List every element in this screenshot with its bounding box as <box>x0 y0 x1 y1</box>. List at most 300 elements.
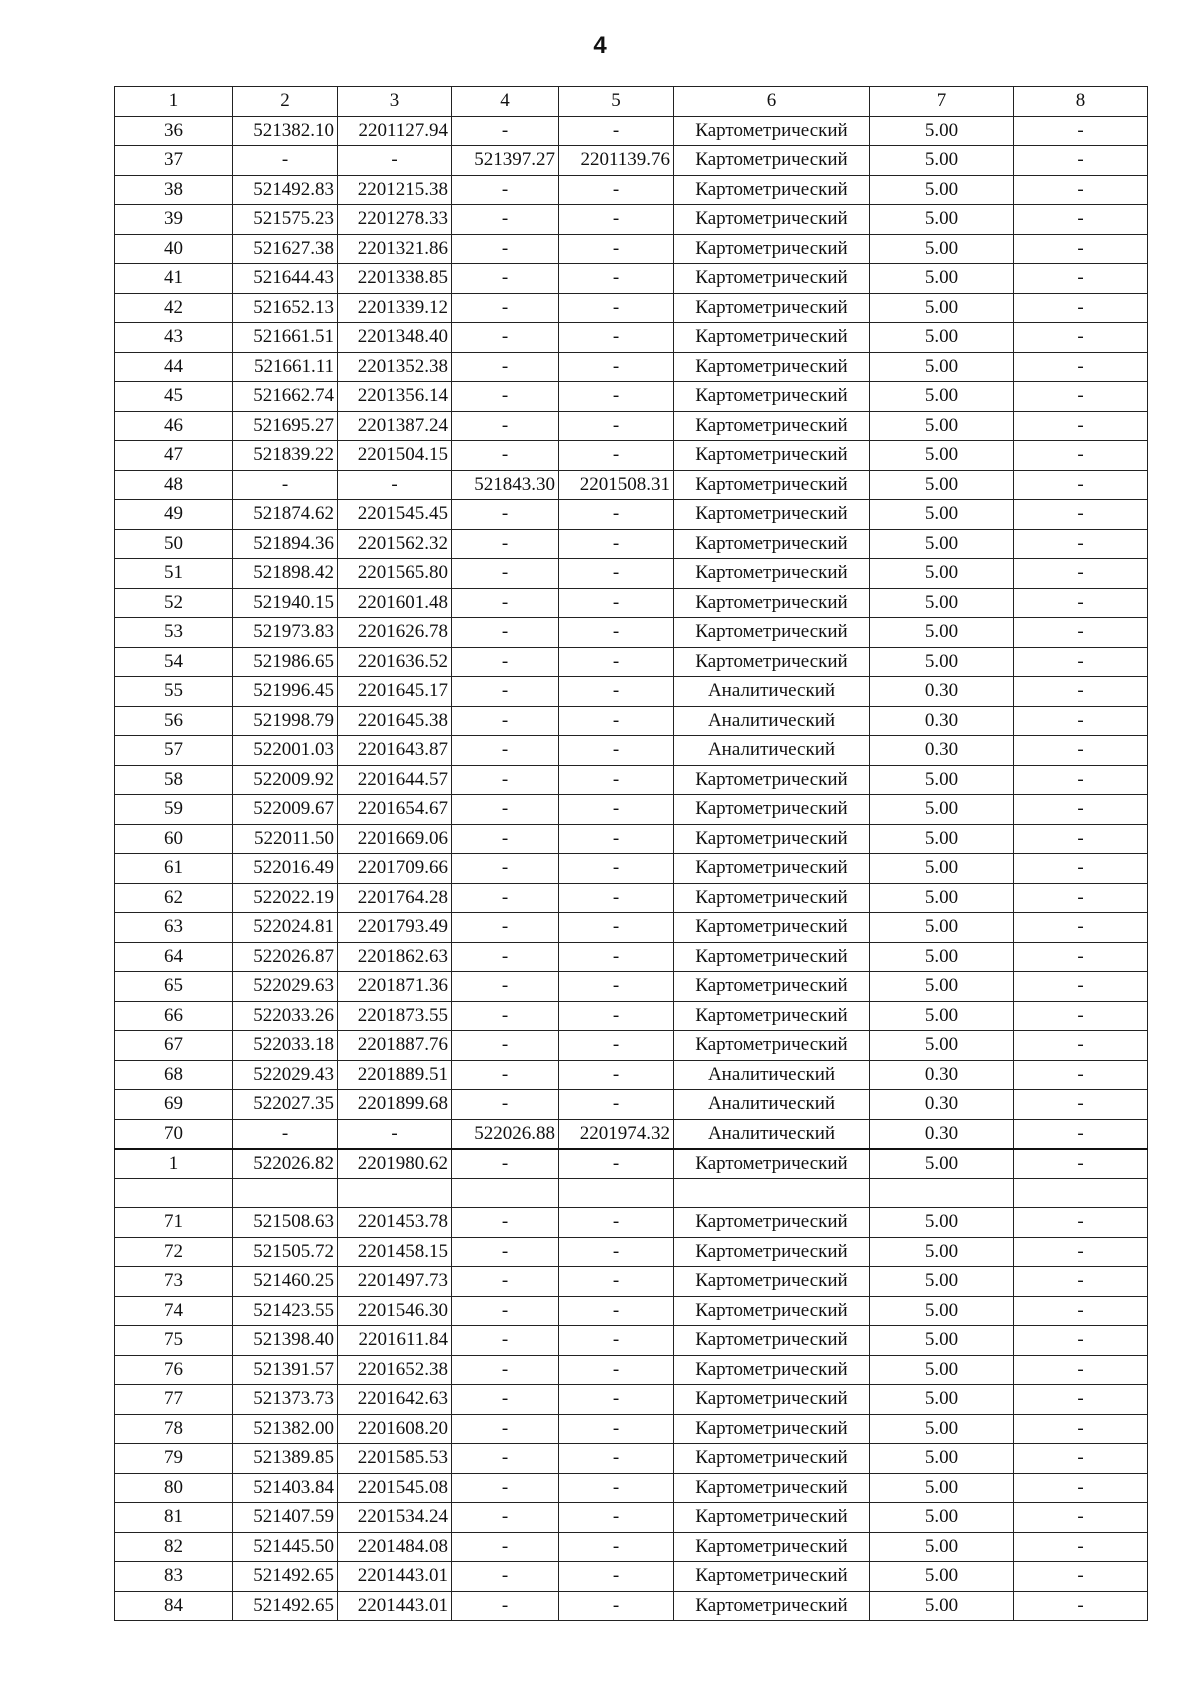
table-cell: 521986.65 <box>233 647 338 677</box>
table-row <box>115 942 1148 972</box>
column-header: 5 <box>559 87 674 117</box>
table-cell: - <box>1014 205 1148 235</box>
table-cell: - <box>1014 913 1148 943</box>
table-cell: - <box>1014 972 1148 1002</box>
table-cell: 77 <box>115 1385 233 1415</box>
table-cell: - <box>452 618 559 648</box>
table-cell: 2201504.15 <box>338 441 452 471</box>
table-cell: 2201899.68 <box>338 1090 452 1120</box>
table-cell: - <box>1014 234 1148 264</box>
table-cell: - <box>452 942 559 972</box>
table-cell: - <box>452 1532 559 1562</box>
table-row <box>115 1473 1148 1503</box>
table-cell: 5.00 <box>870 1208 1014 1238</box>
table-cell: 2201585.53 <box>338 1444 452 1474</box>
column-header: 7 <box>870 87 1014 117</box>
table-cell: - <box>1014 1267 1148 1297</box>
table-cell: - <box>452 1473 559 1503</box>
table-row <box>115 913 1148 943</box>
table-cell: Картометрический <box>674 116 870 146</box>
table-cell: 5.00 <box>870 382 1014 412</box>
table-cell: 521382.00 <box>233 1414 338 1444</box>
table-cell: - <box>452 116 559 146</box>
table-cell: - <box>1014 588 1148 618</box>
table-row <box>115 293 1148 323</box>
table-row <box>115 1326 1148 1356</box>
table-cell: 521695.27 <box>233 411 338 441</box>
table-row <box>115 323 1148 353</box>
table-cell: - <box>1014 883 1148 913</box>
table-row <box>115 1444 1148 1474</box>
table-cell: Картометрический <box>674 323 870 353</box>
table-cell: - <box>1014 795 1148 825</box>
table-row <box>115 1355 1148 1385</box>
column-header: 6 <box>674 87 870 117</box>
table-cell: - <box>1014 1060 1148 1090</box>
table-cell: - <box>559 1532 674 1562</box>
table-cell: - <box>559 824 674 854</box>
table-cell: - <box>452 1001 559 1031</box>
table-row <box>115 1149 1148 1179</box>
table-cell: Картометрический <box>674 795 870 825</box>
table-cell: - <box>233 470 338 500</box>
table-cell: 2201508.31 <box>559 470 674 500</box>
table-cell: - <box>559 1355 674 1385</box>
table-cell: - <box>1014 1355 1148 1385</box>
table-cell: - <box>1014 942 1148 972</box>
table-cell: - <box>452 234 559 264</box>
table-cell: 2201139.76 <box>559 146 674 176</box>
table-cell: 2201974.32 <box>559 1119 674 1149</box>
table-cell: Картометрический <box>674 1444 870 1474</box>
table-cell: - <box>452 736 559 766</box>
table-cell: 521460.25 <box>233 1267 338 1297</box>
table-cell: 5.00 <box>870 1296 1014 1326</box>
table-cell: - <box>559 264 674 294</box>
table-cell: - <box>559 175 674 205</box>
table-cell: 1 <box>115 1149 233 1179</box>
table-cell: 5.00 <box>870 618 1014 648</box>
table-cell: - <box>452 1267 559 1297</box>
column-header: 2 <box>233 87 338 117</box>
table-row <box>115 1208 1148 1238</box>
column-header: 1 <box>115 87 233 117</box>
table-cell: - <box>452 854 559 884</box>
table-row <box>115 234 1148 264</box>
table-cell: - <box>559 1031 674 1061</box>
table-cell: - <box>1014 441 1148 471</box>
table-cell: - <box>1014 1296 1148 1326</box>
table-cell: - <box>559 441 674 471</box>
table-cell: 521627.38 <box>233 234 338 264</box>
table-cell: - <box>452 175 559 205</box>
table-row <box>115 1503 1148 1533</box>
table-cell: - <box>452 913 559 943</box>
table-cell: 0.30 <box>870 706 1014 736</box>
table-cell <box>115 1178 233 1208</box>
table-cell: 5.00 <box>870 116 1014 146</box>
table-cell: 521492.65 <box>233 1562 338 1592</box>
table-cell: - <box>1014 1444 1148 1474</box>
table-cell: Картометрический <box>674 1473 870 1503</box>
table-cell: - <box>559 1562 674 1592</box>
table-cell: - <box>1014 293 1148 323</box>
table-cell: 521644.43 <box>233 264 338 294</box>
table-cell: 521661.11 <box>233 352 338 382</box>
table-cell: Картометрический <box>674 352 870 382</box>
table-cell: 2201887.76 <box>338 1031 452 1061</box>
table-cell: Картометрический <box>674 1503 870 1533</box>
table-cell: - <box>1014 765 1148 795</box>
table-cell: 36 <box>115 116 233 146</box>
table-cell: - <box>452 411 559 441</box>
table-cell: - <box>559 1414 674 1444</box>
table-cell: 5.00 <box>870 1001 1014 1031</box>
table-cell: 2201643.87 <box>338 736 452 766</box>
table-cell: - <box>233 146 338 176</box>
table-cell: - <box>559 706 674 736</box>
table-cell: Картометрический <box>674 1591 870 1621</box>
table-cell: 2201642.63 <box>338 1385 452 1415</box>
table-cell: 5.00 <box>870 795 1014 825</box>
table-row <box>115 1591 1148 1621</box>
table-cell: Картометрический <box>674 1149 870 1179</box>
table-cell: 522033.26 <box>233 1001 338 1031</box>
table-cell: 521973.83 <box>233 618 338 648</box>
table-cell: 5.00 <box>870 264 1014 294</box>
table-cell: 521403.84 <box>233 1473 338 1503</box>
table-cell: - <box>452 1060 559 1090</box>
table-cell: 522027.35 <box>233 1090 338 1120</box>
table-cell: 2201352.38 <box>338 352 452 382</box>
table-cell: Картометрический <box>674 1532 870 1562</box>
table-cell: - <box>452 352 559 382</box>
table-row <box>115 824 1148 854</box>
table-cell: - <box>452 588 559 618</box>
table-cell: - <box>1014 1208 1148 1238</box>
table-row <box>115 765 1148 795</box>
table-cell: Аналитический <box>674 706 870 736</box>
table-cell: Аналитический <box>674 1119 870 1149</box>
table-cell: 5.00 <box>870 1444 1014 1474</box>
table-cell: - <box>452 1149 559 1179</box>
table-cell: 5.00 <box>870 1562 1014 1592</box>
table-cell: - <box>559 234 674 264</box>
table-cell: - <box>559 1237 674 1267</box>
table-cell: 48 <box>115 470 233 500</box>
table-cell: 5.00 <box>870 352 1014 382</box>
table-cell: - <box>1014 1001 1148 1031</box>
table-cell: - <box>559 1591 674 1621</box>
table-cell: Картометрический <box>674 205 870 235</box>
table-cell: 2201339.12 <box>338 293 452 323</box>
table-cell <box>674 1178 870 1208</box>
table-cell: 5.00 <box>870 175 1014 205</box>
table-cell: 5.00 <box>870 1385 1014 1415</box>
table-cell: - <box>452 795 559 825</box>
table-cell: 521662.74 <box>233 382 338 412</box>
table-row <box>115 1060 1148 1090</box>
table-cell: 5.00 <box>870 1503 1014 1533</box>
table-cell: 522026.82 <box>233 1149 338 1179</box>
table-cell: - <box>1014 470 1148 500</box>
table-cell: 2201534.24 <box>338 1503 452 1533</box>
table-cell: - <box>1014 736 1148 766</box>
table-cell: - <box>559 205 674 235</box>
table-cell: Картометрический <box>674 264 870 294</box>
table-cell: - <box>559 1149 674 1179</box>
table-cell: 65 <box>115 972 233 1002</box>
table-cell: 5.00 <box>870 1031 1014 1061</box>
table-cell: 5.00 <box>870 1237 1014 1267</box>
table-cell: 2201338.85 <box>338 264 452 294</box>
table-cell: 74 <box>115 1296 233 1326</box>
table-cell: - <box>452 293 559 323</box>
table-cell: Картометрический <box>674 1296 870 1326</box>
table-cell: 521508.63 <box>233 1208 338 1238</box>
table-cell: 68 <box>115 1060 233 1090</box>
table-row <box>115 116 1148 146</box>
table-cell: - <box>1014 647 1148 677</box>
table-cell: 61 <box>115 854 233 884</box>
table-cell: 5.00 <box>870 765 1014 795</box>
column-header: 8 <box>1014 87 1148 117</box>
table-row <box>115 264 1148 294</box>
table-cell: 38 <box>115 175 233 205</box>
table-cell: 5.00 <box>870 293 1014 323</box>
table-cell: 82 <box>115 1532 233 1562</box>
table-cell: Картометрический <box>674 1414 870 1444</box>
table-cell: 2201443.01 <box>338 1591 452 1621</box>
table-cell: Картометрический <box>674 175 870 205</box>
table-cell: 5.00 <box>870 411 1014 441</box>
table-cell: 521397.27 <box>452 146 559 176</box>
table-cell: 5.00 <box>870 1414 1014 1444</box>
table-cell: Картометрический <box>674 647 870 677</box>
table-cell: Картометрический <box>674 559 870 589</box>
table-cell: 83 <box>115 1562 233 1592</box>
table-cell: - <box>452 1444 559 1474</box>
table-cell: 47 <box>115 441 233 471</box>
table-row <box>115 352 1148 382</box>
table-cell: 2201889.51 <box>338 1060 452 1090</box>
table-cell: 522022.19 <box>233 883 338 913</box>
table-cell: 521996.45 <box>233 677 338 707</box>
table-cell: 50 <box>115 529 233 559</box>
table-cell: 5.00 <box>870 1355 1014 1385</box>
table-cell: - <box>559 1473 674 1503</box>
table-cell: 5.00 <box>870 588 1014 618</box>
table-cell: 5.00 <box>870 500 1014 530</box>
table-cell: 45 <box>115 382 233 412</box>
table-cell: - <box>559 1267 674 1297</box>
table-cell: Картометрический <box>674 1001 870 1031</box>
table-cell: 2201611.84 <box>338 1326 452 1356</box>
table-cell: 2201215.38 <box>338 175 452 205</box>
table-cell: 2201644.57 <box>338 765 452 795</box>
table-cell: - <box>1014 1562 1148 1592</box>
table-cell: 521398.40 <box>233 1326 338 1356</box>
table-row <box>115 470 1148 500</box>
table-cell: 521839.22 <box>233 441 338 471</box>
table-cell: 5.00 <box>870 647 1014 677</box>
table-cell: - <box>559 1090 674 1120</box>
table-row <box>115 382 1148 412</box>
table-cell: - <box>452 1562 559 1592</box>
table-cell: 81 <box>115 1503 233 1533</box>
table-row <box>115 1296 1148 1326</box>
table-cell: - <box>1014 854 1148 884</box>
table-cell: 521894.36 <box>233 529 338 559</box>
table-cell: - <box>559 293 674 323</box>
table-row <box>115 146 1148 176</box>
table-cell: 2201871.36 <box>338 972 452 1002</box>
table-cell: - <box>559 618 674 648</box>
table-cell: - <box>559 1001 674 1031</box>
table-cell: - <box>452 972 559 1002</box>
table-cell: - <box>1014 264 1148 294</box>
table-cell: 522029.43 <box>233 1060 338 1090</box>
table-cell: 5.00 <box>870 913 1014 943</box>
table-cell: 521492.83 <box>233 175 338 205</box>
table-cell: 5.00 <box>870 1267 1014 1297</box>
table-cell: 43 <box>115 323 233 353</box>
table-cell: - <box>452 1385 559 1415</box>
table-row <box>115 972 1148 1002</box>
table-cell: 521382.10 <box>233 116 338 146</box>
table-cell: 521389.85 <box>233 1444 338 1474</box>
table-cell: 44 <box>115 352 233 382</box>
column-header: 4 <box>452 87 559 117</box>
table-cell: 59 <box>115 795 233 825</box>
table-cell: - <box>452 441 559 471</box>
table-cell: Картометрический <box>674 824 870 854</box>
table-row <box>115 1001 1148 1031</box>
table-cell: - <box>1014 1591 1148 1621</box>
table-cell: 521874.62 <box>233 500 338 530</box>
table-cell: - <box>452 1237 559 1267</box>
table-cell: - <box>1014 1090 1148 1120</box>
table-cell: 5.00 <box>870 824 1014 854</box>
table-cell: 5.00 <box>870 1149 1014 1179</box>
table-cell: - <box>559 323 674 353</box>
table-cell: - <box>452 1296 559 1326</box>
table-cell: 2201608.20 <box>338 1414 452 1444</box>
table-cell: 521423.55 <box>233 1296 338 1326</box>
table-cell: - <box>452 264 559 294</box>
table-cell: 56 <box>115 706 233 736</box>
table-cell: 55 <box>115 677 233 707</box>
table-cell: 51 <box>115 559 233 589</box>
table-cell: 78 <box>115 1414 233 1444</box>
table-row <box>115 1119 1148 1149</box>
table-cell: 5.00 <box>870 1591 1014 1621</box>
table-cell: - <box>338 1119 452 1149</box>
table-cell: - <box>559 588 674 618</box>
table-cell: - <box>1014 500 1148 530</box>
table-cell: 2201565.80 <box>338 559 452 589</box>
table-cell <box>233 1178 338 1208</box>
table-cell: 2201484.08 <box>338 1532 452 1562</box>
table-cell: - <box>1014 618 1148 648</box>
table-cell: 5.00 <box>870 1473 1014 1503</box>
table-cell: 2201545.45 <box>338 500 452 530</box>
table-cell <box>559 1178 674 1208</box>
table-cell: 54 <box>115 647 233 677</box>
table-cell: 5.00 <box>870 529 1014 559</box>
table-cell: 5.00 <box>870 323 1014 353</box>
table-cell: - <box>559 1444 674 1474</box>
table-cell: 2201545.08 <box>338 1473 452 1503</box>
table-cell: - <box>338 146 452 176</box>
table-cell: 46 <box>115 411 233 441</box>
table-cell: 522009.92 <box>233 765 338 795</box>
table-cell: Картометрический <box>674 411 870 441</box>
table-cell: 2201497.73 <box>338 1267 452 1297</box>
table-cell: Картометрический <box>674 618 870 648</box>
table-cell: 521940.15 <box>233 588 338 618</box>
table-cell: Картометрический <box>674 441 870 471</box>
table-row <box>115 677 1148 707</box>
table-cell: 522033.18 <box>233 1031 338 1061</box>
table-row <box>115 795 1148 825</box>
table-row <box>115 1532 1148 1562</box>
table-cell: Картометрический <box>674 500 870 530</box>
table-cell: - <box>452 647 559 677</box>
table-cell: - <box>452 323 559 353</box>
table-cell: 2201443.01 <box>338 1562 452 1592</box>
table-row <box>115 647 1148 677</box>
table-cell: - <box>1014 1119 1148 1149</box>
table-cell: Картометрический <box>674 146 870 176</box>
table-cell: 76 <box>115 1355 233 1385</box>
table-cell: - <box>559 913 674 943</box>
table-cell: 521391.57 <box>233 1355 338 1385</box>
table-cell: Картометрический <box>674 913 870 943</box>
table-cell: - <box>233 1119 338 1149</box>
table-cell: 60 <box>115 824 233 854</box>
table-row <box>115 618 1148 648</box>
table-cell: - <box>452 1414 559 1444</box>
table-cell: 57 <box>115 736 233 766</box>
table-row <box>115 441 1148 471</box>
table-cell <box>338 1178 452 1208</box>
table-cell: 2201980.62 <box>338 1149 452 1179</box>
table-cell: Картометрический <box>674 588 870 618</box>
table-cell: - <box>452 205 559 235</box>
table-row <box>115 1414 1148 1444</box>
table-cell: - <box>1014 1414 1148 1444</box>
table-cell: 40 <box>115 234 233 264</box>
table-cell: 52 <box>115 588 233 618</box>
table-row <box>115 1267 1148 1297</box>
table-cell: 0.30 <box>870 1119 1014 1149</box>
table-cell: 521575.23 <box>233 205 338 235</box>
table-cell: 67 <box>115 1031 233 1061</box>
table-cell: 2201645.17 <box>338 677 452 707</box>
table-cell: 521843.30 <box>452 470 559 500</box>
table-cell: - <box>559 647 674 677</box>
table-cell: Картометрический <box>674 883 870 913</box>
table-cell: 5.00 <box>870 146 1014 176</box>
table-cell: 0.30 <box>870 677 1014 707</box>
table-cell: 522001.03 <box>233 736 338 766</box>
table-cell: - <box>559 1296 674 1326</box>
table-cell: - <box>559 854 674 884</box>
table-cell: - <box>452 1591 559 1621</box>
table-cell: Картометрический <box>674 293 870 323</box>
table-cell: - <box>452 1355 559 1385</box>
